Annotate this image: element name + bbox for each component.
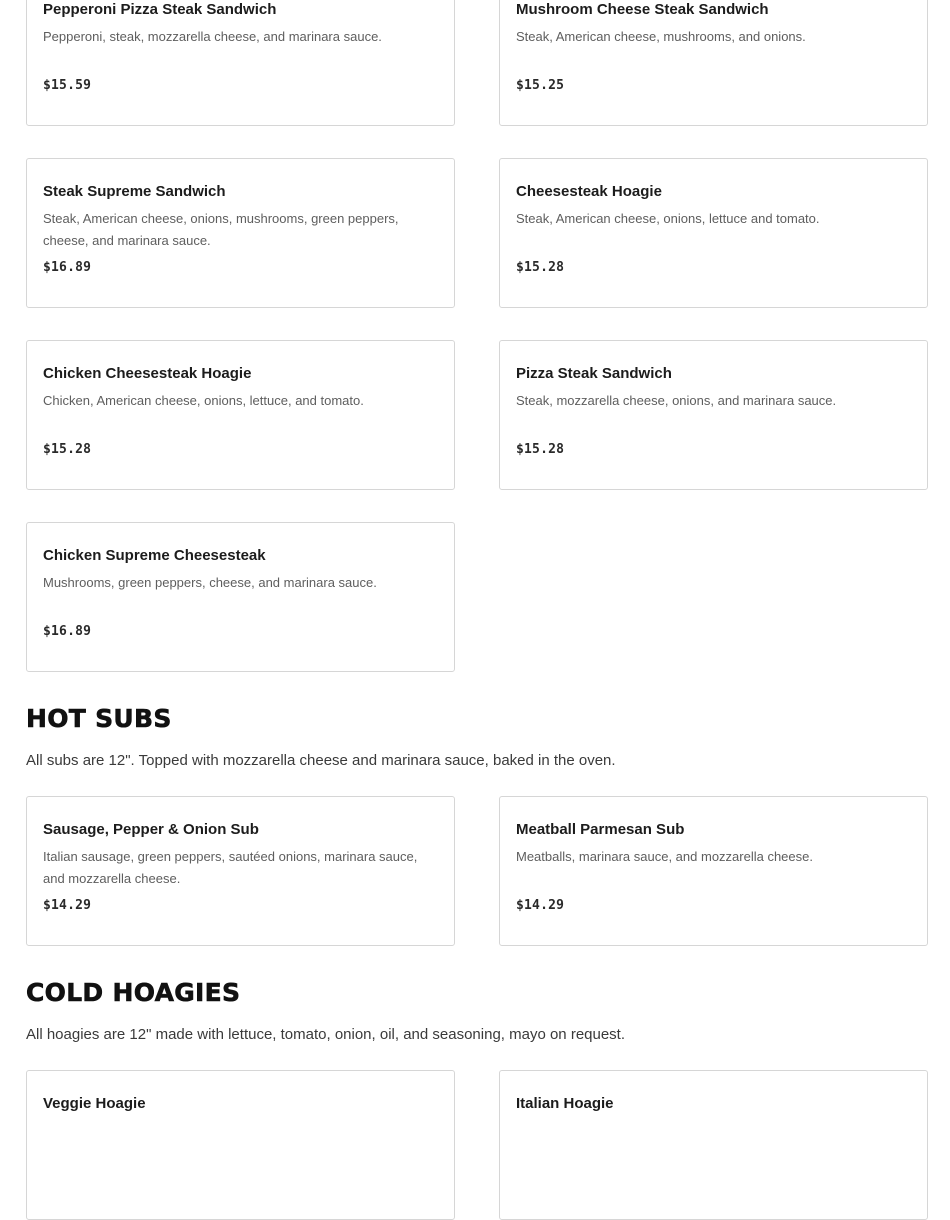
menu-item-description: Mushrooms, green peppers, cheese, and marinara sauce. (43, 575, 377, 590)
section-title: HOT SUBS (26, 704, 172, 733)
section-description: All hoagies are 12" made with lettuce, tomato, onion, oil, and seasoning, mayo on request. (26, 1026, 626, 1043)
menu-item-card[interactable] (26, 0, 455, 126)
menu-item-name: Chicken Supreme Cheesesteak (43, 547, 266, 564)
cold-hoagies-items-grid (26, 1070, 928, 1220)
menu-item-name: Italian Hoagie (516, 1095, 614, 1112)
menu-item-description: Chicken, American cheese, onions, lettuce, and tomato. (43, 393, 364, 408)
menu-item-description: Steak, American cheese, onions, lettuce and tomato. (516, 211, 820, 226)
menu-item-price: $15.28 (516, 260, 565, 275)
menu-item-card[interactable] (26, 796, 455, 946)
menu-item-price: $16.89 (43, 260, 92, 275)
menu-item-card[interactable] (499, 0, 928, 126)
menu-item-name: Cheesesteak Hoagie (516, 183, 662, 200)
menu-item-name: Mushroom Cheese Steak Sandwich (516, 1, 769, 18)
menu-item-price: $15.25 (516, 78, 565, 93)
menu-item-description: Steak, mozzarella cheese, onions, and marinara sauce. (516, 393, 837, 408)
menu-item-description: Steak, American cheese, mushrooms, and onions. (516, 29, 806, 44)
menu-item-price: $15.28 (43, 442, 92, 457)
menu-item-card[interactable] (26, 340, 455, 490)
menu-item-description: Meatballs, marinara sauce, and mozzarella cheese. (516, 849, 813, 864)
menu-item-card[interactable] (499, 340, 928, 490)
menu-item-name: Pepperoni Pizza Steak Sandwich (43, 1, 277, 18)
menu-item-name: Pizza Steak Sandwich (516, 365, 672, 382)
menu-item-description: Italian sausage, green peppers, sautéed onions, marinara sauce, and mozzarella cheese. (43, 849, 418, 886)
menu-item-price: $16.89 (43, 624, 92, 639)
menu-item-name: Meatball Parmesan Sub (516, 821, 685, 838)
menu-item-price: $15.59 (43, 78, 92, 93)
menu-item-card[interactable] (26, 522, 455, 672)
menu-item-name: Chicken Cheesesteak Hoagie (43, 365, 252, 382)
menu-item-card[interactable] (499, 1070, 928, 1220)
menu-item-price: $14.29 (43, 898, 92, 913)
menu-item-name: Veggie Hoagie (43, 1095, 146, 1112)
menu-item-name: Steak Supreme Sandwich (43, 183, 226, 200)
menu-item-price: $14.29 (516, 898, 565, 913)
menu-item-card[interactable] (499, 796, 928, 946)
menu-item-card[interactable] (26, 158, 455, 308)
menu-item-description: Pepperoni, steak, mozzarella cheese, and marinara sauce. (43, 29, 382, 44)
steaks-items-grid (26, 0, 928, 672)
menu-item-card[interactable] (26, 1070, 455, 1220)
section-title: COLD HOAGIES (26, 978, 241, 1007)
menu-item-name: Sausage, Pepper & Onion Sub (43, 821, 259, 838)
menu-item-price: $15.28 (516, 442, 565, 457)
cold-hoagies-section-header (26, 978, 928, 1045)
hot-subs-section-header (26, 704, 928, 771)
menu-item-description: Steak, American cheese, onions, mushrooms, green peppers, cheese, and marinara sauce. (43, 211, 399, 248)
menu-item-card[interactable] (499, 158, 928, 308)
hot-subs-items-grid (26, 796, 928, 946)
section-description: All subs are 12". Topped with mozzarella cheese and marinara sauce, baked in the oven. (26, 752, 616, 769)
